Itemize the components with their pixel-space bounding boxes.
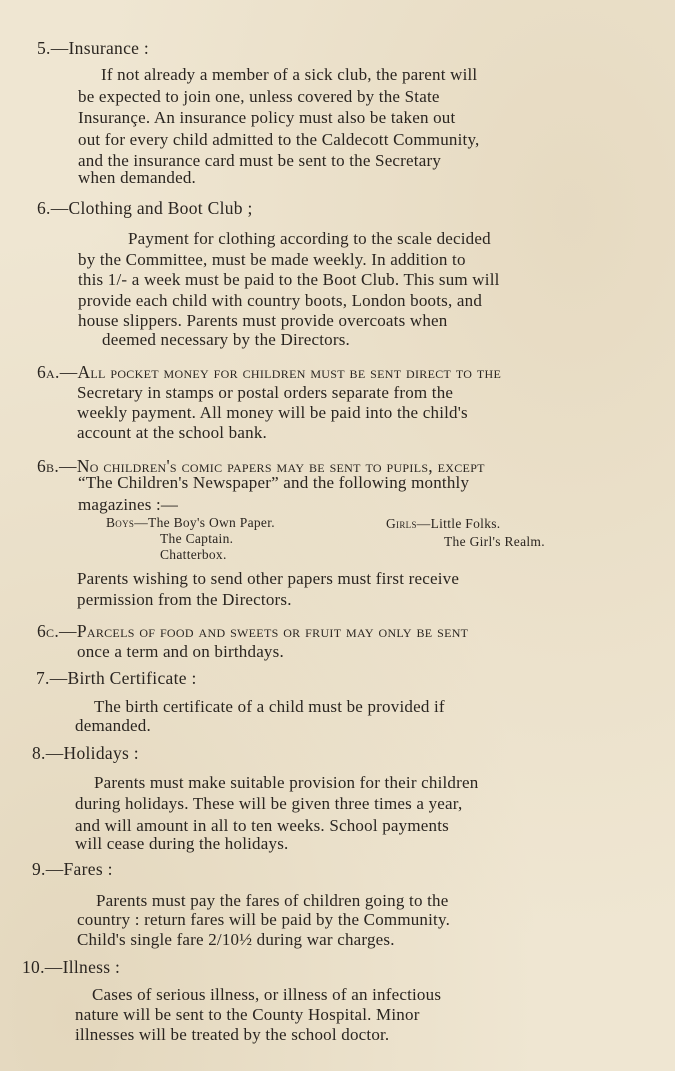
magazine-item: —Little Folks. [416, 516, 501, 531]
heading-pocket-money [37, 362, 501, 383]
text-line: Insurançe. An insurance policy must also be taken out [78, 108, 456, 127]
text-line: deemed necessary by the Directors. [102, 330, 351, 349]
text-line: Secretary in stamps or postal orders separate from the [77, 383, 454, 402]
boys-label: Boys [106, 515, 135, 530]
text-line: If not already a member of a sick club, the parent will [101, 65, 478, 84]
text-line: by the Committee, must be made weekly. In addition to [78, 250, 466, 269]
heading-text: 6a.—All pocket money for children must be sent direct to the [37, 362, 502, 382]
heading-text: 6c.—Parcels of food and sweets or fruit may only be sent [37, 621, 469, 641]
text-line: when demanded. [78, 168, 196, 187]
text-line: Parents must make suitable provision for their children [94, 773, 479, 792]
text-line: during holidays. These will be given three times a year, [75, 794, 463, 813]
text-line: will cease during the holidays. [75, 834, 289, 853]
text-line: once a term and on birthdays. [77, 642, 284, 661]
text-line: out for every child admitted to the Caldecott Community, [78, 130, 480, 149]
text-line: magazines :— [78, 495, 179, 514]
text-line: account at the school bank. [77, 423, 267, 442]
heading-birth-certificate: 7.—Birth Certificate : [36, 668, 197, 688]
text-line: this 1/- a week must be paid to the Boot Club. This sum will [78, 270, 500, 289]
text-line: Child's single fare 2/10½ during war charges. [77, 930, 395, 949]
text-line: Parents wishing to send other papers must first receive [77, 569, 460, 588]
magazine-list-boys [106, 515, 275, 531]
girls-label: Girls [386, 516, 417, 531]
heading-clothing-boot-club: 6.—Clothing and Boot Club ; [37, 198, 253, 218]
heading-holidays: 8.—Holidays : [32, 743, 139, 763]
magazine-item: —The Boy's Own Paper. [134, 515, 275, 530]
text-line: The birth certificate of a child must be provided if [94, 697, 445, 716]
text-line: provide each child with country boots, London boots, and [78, 291, 483, 310]
text-line: “The Children's Newspaper” and the following monthly [78, 473, 470, 492]
text-line: Payment for clothing according to the scale decided [128, 229, 491, 248]
text-line: permission from the Directors. [77, 590, 292, 609]
text-line: house slippers. Parents must provide overcoats when [78, 311, 448, 330]
heading-text: 6b.—No children's comic papers may be sent to pupils, except [37, 456, 485, 476]
text-line: demanded. [75, 716, 151, 735]
magazine-item: Chatterbox. [160, 547, 227, 562]
text-line: Parents must pay the fares of children going to the [96, 891, 449, 910]
heading-insurance: 5.—Insurance : [37, 38, 150, 58]
text-line: country : return fares will be paid by the Community. [77, 910, 451, 929]
heading-illness: 10.—Illness : [22, 957, 121, 977]
text-line: weekly payment. All money will be paid into the child's [77, 403, 468, 422]
text-line: nature will be sent to the County Hospital. Minor [75, 1005, 420, 1024]
text-line: illnesses will be treated by the school doctor. [75, 1025, 390, 1044]
text-line: be expected to join one, unless covered by the State [78, 87, 440, 106]
text-line: and the insurance card must be sent to the Secretary [78, 151, 442, 170]
magazine-item: The Captain. [160, 531, 234, 546]
heading-parcels [37, 621, 468, 642]
text-line: and will amount in all to ten weeks. School payments [75, 816, 449, 835]
magazine-item: The Girl's Realm. [444, 534, 545, 549]
heading-fares: 9.—Fares : [32, 859, 113, 879]
text-line: Cases of serious illness, or illness of an infectious [92, 985, 442, 1004]
magazine-list-girls [386, 516, 500, 532]
